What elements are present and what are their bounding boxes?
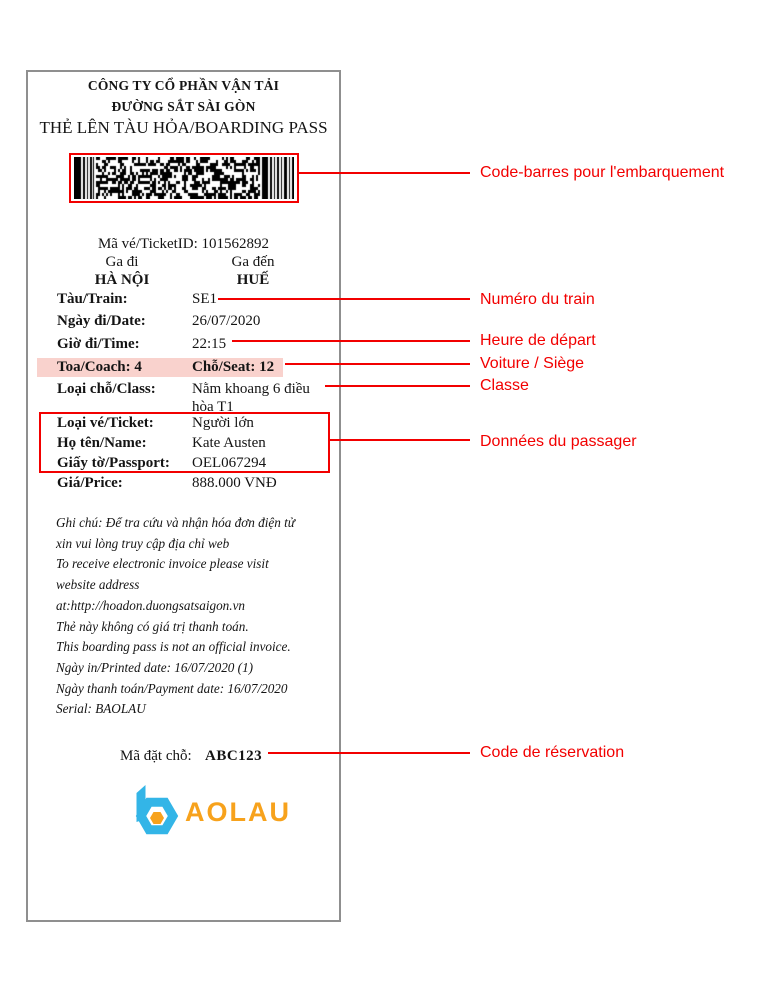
train-value: SE1: [192, 291, 218, 307]
annotation-line-time: [232, 340, 470, 342]
note-line: Ngày in/Printed date: 16/07/2020 (1): [56, 659, 254, 675]
annotation-line-barcode: [297, 172, 470, 174]
booking-code-label: Mã đặt chỗ:: [120, 748, 192, 764]
departure-station-value: HÀ NỘI: [94, 272, 150, 288]
ticket-notes: [56, 513, 336, 720]
note-line: at:http://hoadon.duongsatsaigon.vn: [56, 597, 246, 613]
ticket-id-label: Mã vé/TicketID:: [97, 236, 198, 252]
company-name-line2: ĐƯỜNG SẮT SÀI GÒN: [111, 99, 256, 114]
class-value-line1: Nằm khoang 6 điều: [192, 381, 310, 397]
annotation-line-coach-seat: [285, 363, 470, 365]
ticket-id-row: [28, 235, 339, 253]
barcode-annotation-frame: [69, 153, 299, 203]
annotation-coach-seat: Voiture / Siège: [480, 355, 585, 372]
baolau-b-icon: [133, 780, 181, 836]
passport-value: OEL067294: [192, 455, 267, 471]
price-value: 888.000 VNĐ: [192, 475, 277, 491]
class-value-line2: hòa T1: [192, 399, 234, 415]
annotation-line-train: [218, 298, 470, 300]
time-value: 22:15: [192, 336, 227, 352]
annotation-line-booking: [268, 752, 470, 754]
passenger-name-label: Họ tên/Name:: [57, 435, 147, 451]
annotation-barcode: Code-barres pour l'embarquement: [480, 164, 725, 181]
arrival-station-value: HUẾ: [236, 272, 270, 288]
class-label: Loại chỗ/Class:: [57, 381, 156, 397]
ticket-type-value: Người lớn: [192, 415, 254, 431]
boarding-pass-ticket: [26, 70, 341, 922]
note-line: To receive electronic invoice please visit: [56, 556, 269, 572]
arrival-station-label: Ga đến: [231, 254, 275, 270]
ticket-type-label: Loại vé/Ticket:: [57, 415, 154, 431]
coach-value: Toa/Coach: 4: [57, 359, 142, 375]
train-label: Tàu/Train:: [57, 291, 128, 307]
note-line: Ngày thanh toán/Payment date: 16/07/2020: [56, 680, 288, 696]
ticket-id-value: 101562892: [201, 236, 270, 252]
price-label: Giá/Price:: [57, 475, 123, 491]
annotation-class: Classe: [480, 377, 529, 394]
date-value: 26/07/2020: [192, 313, 261, 329]
annotation-line-passenger: [328, 439, 470, 441]
seat-value: Chỗ/Seat: 12: [192, 359, 275, 375]
boarding-pass-title: THẺ LÊN TÀU HỎA/BOARDING PASS: [39, 118, 328, 137]
note-line: Ghi chú: Để tra cứu và nhận hóa đơn điện tử: [56, 515, 295, 530]
baolau-logo-text: AOLAU: [185, 797, 291, 827]
company-name-line1: CÔNG TY CỔ PHẦN VẬN TẢI: [87, 78, 280, 93]
passenger-name-value: Kate Austen: [192, 435, 266, 451]
time-label: Giờ đi/Time:: [57, 336, 140, 352]
note-line: Thẻ này không có giá trị thanh toán.: [56, 618, 249, 634]
note-line: xin vui lòng truy cập địa chỉ web: [56, 535, 230, 551]
note-line: website address: [56, 577, 140, 593]
date-label: Ngày đi/Date:: [57, 313, 146, 329]
barcode-image: [74, 157, 294, 199]
baolau-logo: [133, 780, 291, 836]
annotation-train: Numéro du train: [480, 291, 595, 308]
note-line: Serial: BAOLAU: [56, 701, 146, 717]
departure-station-label: Ga đi: [105, 254, 139, 270]
annotation-passenger: Données du passager: [480, 433, 637, 450]
passport-label: Giấy tờ/Passport:: [57, 455, 170, 471]
annotation-booking: Code de réservation: [480, 744, 625, 761]
annotation-time: Heure de départ: [480, 332, 596, 349]
annotation-line-class: [325, 385, 470, 387]
note-line: This boarding pass is not an official invoice.: [56, 639, 291, 655]
booking-code-value: ABC123: [205, 748, 263, 764]
